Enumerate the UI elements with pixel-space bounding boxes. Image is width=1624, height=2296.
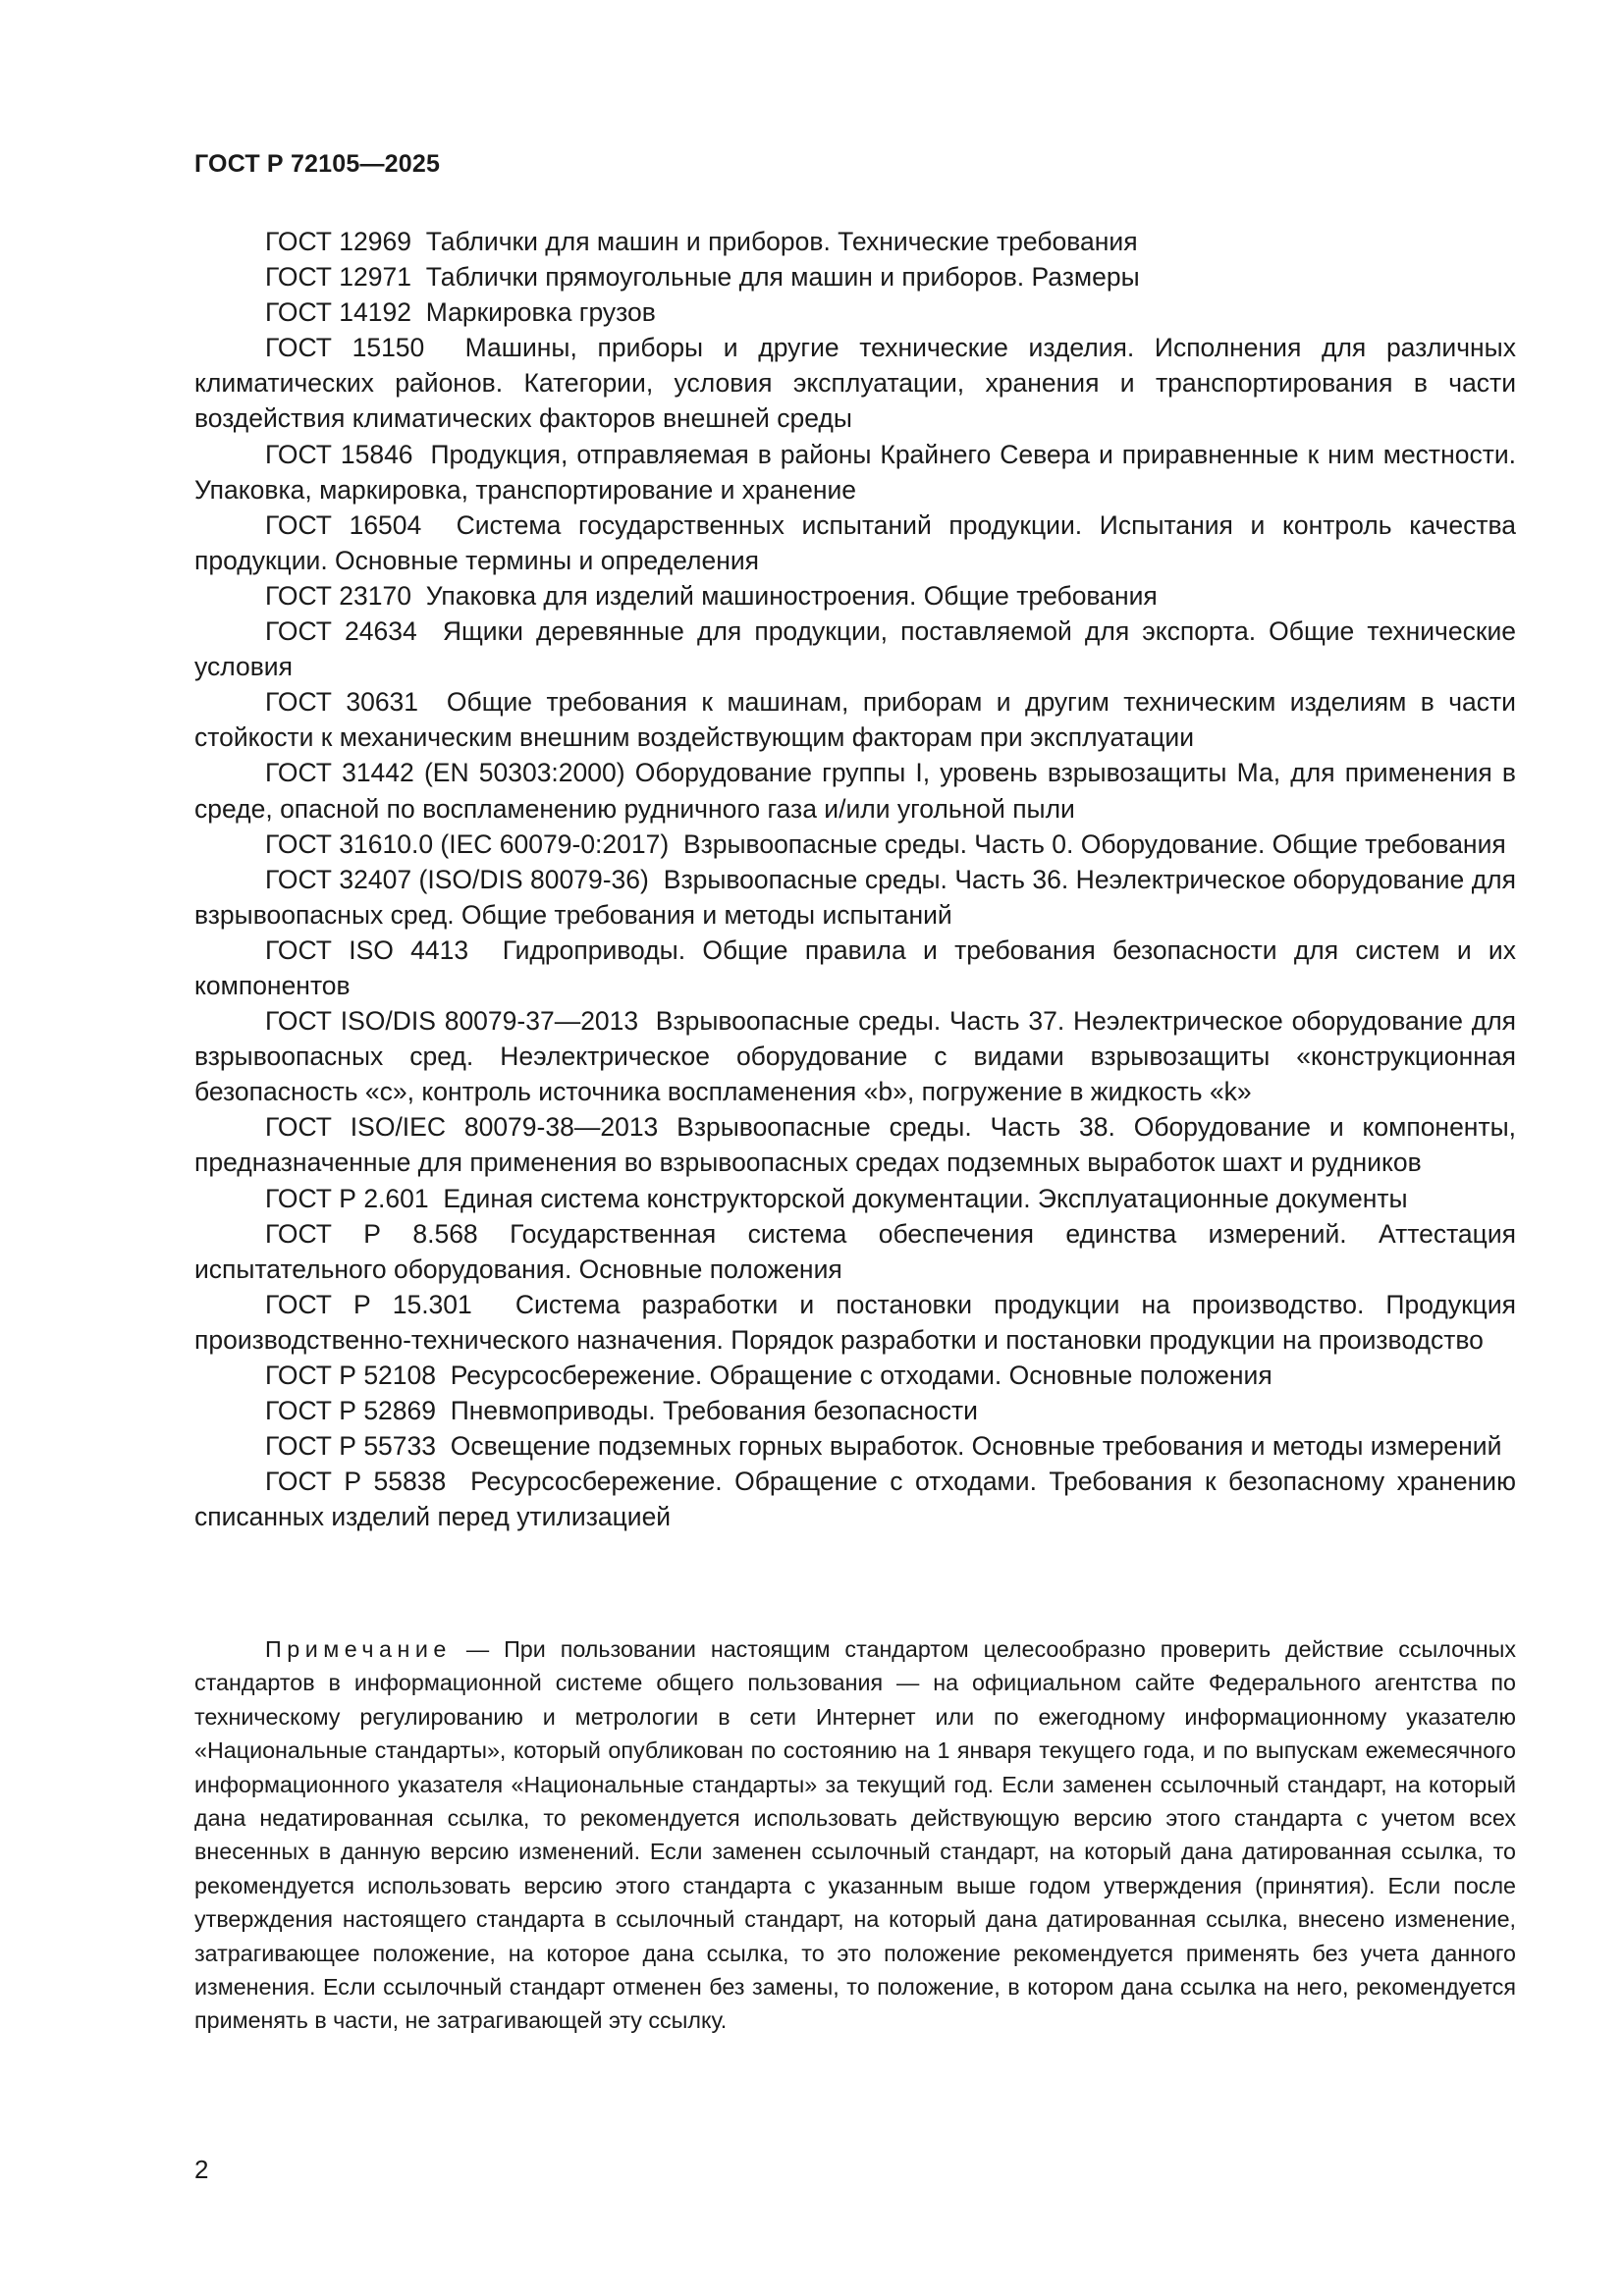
reference-title: Ресурсосбережение. Обращение с отходами. Основные положения (450, 1361, 1272, 1390)
reference-item (194, 1464, 1516, 1534)
reference-code: ГОСТ 14192 (265, 297, 411, 328)
reference-item (194, 259, 1516, 294)
reference-item (194, 1181, 1516, 1216)
reference-item (194, 1003, 1516, 1109)
reference-item (194, 1358, 1516, 1393)
reference-item (194, 1428, 1516, 1464)
reference-title: Система государственных испытаний продукции. Испытания и контроль качества продукции. Основные термины и определения (194, 509, 1516, 575)
reference-code: ГОСТ ISO/IEC 80079-38—2013 (265, 1112, 659, 1143)
reference-code: ГОСТ 23170 (265, 580, 411, 611)
reference-title: Оборудование группы I, уровень взрывозащиты Ма, для применения в среде, опасной по воспламенению рудничного газа и/или угольной пыли (194, 758, 1516, 824)
reference-code: ГОСТ 30631 (265, 687, 419, 718)
reference-item (194, 1109, 1516, 1180)
reference-code: ГОСТ 31610.0 (IEC 60079-0:2017) (265, 828, 670, 859)
reference-code: ГОСТ ISO/DIS 80079-37—2013 (265, 1006, 639, 1037)
reference-title: Ящики деревянные для продукции, поставляемой для экспорта. Общие технические условия (194, 616, 1516, 682)
reference-code: ГОСТ 15846 (265, 439, 413, 469)
reference-title: Система разработки и постановки продукции на производство. Продукция производственно-технического назначения. Порядок разработки и постановки продукции на производство (194, 1289, 1516, 1355)
reference-title: Взрывоопасные среды. Часть 0. Оборудование. Общие требования (682, 828, 1506, 859)
reference-title: Взрывоопасные среды. Часть 36. Неэлектрическое оборудование для взрывоопасных сред. Общие требования и методы испытаний (194, 864, 1516, 930)
reference-item (194, 330, 1516, 436)
reference-code: ГОСТ Р 8.568 (265, 1218, 478, 1249)
reference-code: ГОСТ 32407 (ISO/DIS 80079-36) (265, 864, 649, 894)
reference-item (194, 614, 1516, 684)
reference-title: Взрывоопасные среды. Часть 37. Неэлектрическое оборудование для взрывоопасных сред. Неэлектрическое оборудование с видами взрывозащиты «конструкционная безопасность «с», контроль источника воспламенения «b», погружение в жидкость «k» (194, 1006, 1517, 1107)
reference-title: Общие требования к машинам, приборам и другим техническим изделиям в части стойкости к механическим внешним воздействующим факторам при эксплуатации (194, 687, 1516, 753)
reference-title: Взрывоопасные среды. Часть 38. Оборудование и компоненты, предназначенные для применения во взрывоопасных средах подземных выработок шахт и рудников (194, 1112, 1516, 1178)
reference-item (194, 1393, 1516, 1428)
reference-item (194, 684, 1516, 755)
reference-code: ГОСТ Р 15.301 (265, 1289, 472, 1319)
reference-title: Упаковка для изделий машиностроения. Общие требования (425, 580, 1158, 611)
reference-title: Единая система конструкторской документации. Эксплуатационные документы (443, 1183, 1408, 1213)
reference-code: ГОСТ 31442 (EN 50303:2000) (265, 758, 625, 788)
reference-item (194, 294, 1516, 330)
note-text: — При пользовании настоящим стандартом целесообразно проверить действие ссылочных стандартов в информационной системе общего пользования — на официальном сайте Федерального агентства по техническому регулированию и метрологии в сети Интернет или по ежегодному информационному указателю «Национальные стандарты», который опубликован по состоянию на 1 января текущего года, и по выпускам ежемесячного информационного указателя «Национальные стандарты» за текущий год. Если заменен ссылочный стандарт, на который дана недатированная ссылка, то рекомендуется использовать действующую версию этого стандарта с учетом всех внесенных в данную версию изменений. Если заменен ссылочный стандарт, на который дана датированная ссылка, то рекомендуется использовать версию этого стандарта с указанным выше годом утверждения (принятия). Если после утверждения настоящего стандарта в ссылочный стандарт, на который дана датированная ссылка, внесено изменение, затрагивающее положение, на которое дана ссылка, то это положение рекомендуется применять без учета данного изменения. Если ссылочный стандарт отменен без замены, то положение, в котором дана ссылка на него, рекомендуется применять в части, не затрагивающей эту ссылку. (194, 1636, 1516, 2034)
reference-code: ГОСТ 24634 (265, 616, 417, 647)
reference-code: ГОСТ Р 2.601 (265, 1183, 429, 1213)
reference-title: Маркировка грузов (425, 297, 656, 328)
reference-title: Пневмоприводы. Требования безопасности (450, 1396, 978, 1426)
reference-item (194, 1216, 1516, 1287)
reference-title: Таблички для машин и приборов. Технические требования (425, 227, 1138, 256)
reference-title: Таблички прямоугольные для машин и приборов. Размеры (425, 262, 1140, 293)
reference-item (194, 933, 1516, 1003)
reference-item (194, 755, 1516, 826)
reference-code: ГОСТ Р 52108 (265, 1361, 437, 1390)
reference-code: ГОСТ 16504 (265, 509, 422, 540)
page-number: 2 (194, 2155, 209, 2184)
reference-title: Государственная система обеспечения единства измерений. Аттестация испытательного оборудования. Основные положения (194, 1218, 1516, 1284)
reference-item (194, 862, 1516, 933)
reference-item (194, 578, 1516, 614)
reference-title: Гидроприводы. Общие правила и требования безопасности для систем и их компонентов (194, 934, 1516, 1000)
references-note (194, 1632, 1516, 2038)
normative-references-list (194, 224, 1516, 1534)
reference-item (194, 827, 1516, 862)
note-label: Примечание (265, 1636, 452, 1662)
reference-code: ГОСТ Р 55733 (265, 1431, 437, 1462)
reference-code: ГОСТ Р 55838 (265, 1467, 447, 1497)
reference-item (194, 1287, 1516, 1358)
reference-title: Ресурсосбережение. Обращение с отходами. Требования к безопасному хранению списанных изделий перед утилизацией (194, 1467, 1516, 1532)
reference-code: ГОСТ 12971 (265, 262, 411, 293)
reference-code: ГОСТ 12969 (265, 227, 411, 256)
reference-title: Продукция, отправляемая в районы Крайнего Севера и приравненные к ним местности. Упаковка, маркировка, транспортирование и хранение (194, 439, 1516, 505)
reference-code: ГОСТ 15150 (265, 333, 425, 363)
reference-item (194, 224, 1516, 259)
reference-item (194, 507, 1516, 578)
reference-code: ГОСТ Р 52869 (265, 1396, 437, 1426)
reference-item (194, 437, 1516, 507)
document-header-code: ГОСТ Р 72105—2025 (194, 150, 441, 178)
reference-title: Машины, приборы и другие технические изделия. Исполнения для различных климатических районов. Категории, условия эксплуатации, хранения и транспортирования в части воздействия климатических факторов внешней среды (194, 333, 1516, 434)
reference-code: ГОСТ ISO 4413 (265, 934, 469, 965)
reference-title: Освещение подземных горных выработок. Основные требования и методы измерений (450, 1431, 1502, 1462)
